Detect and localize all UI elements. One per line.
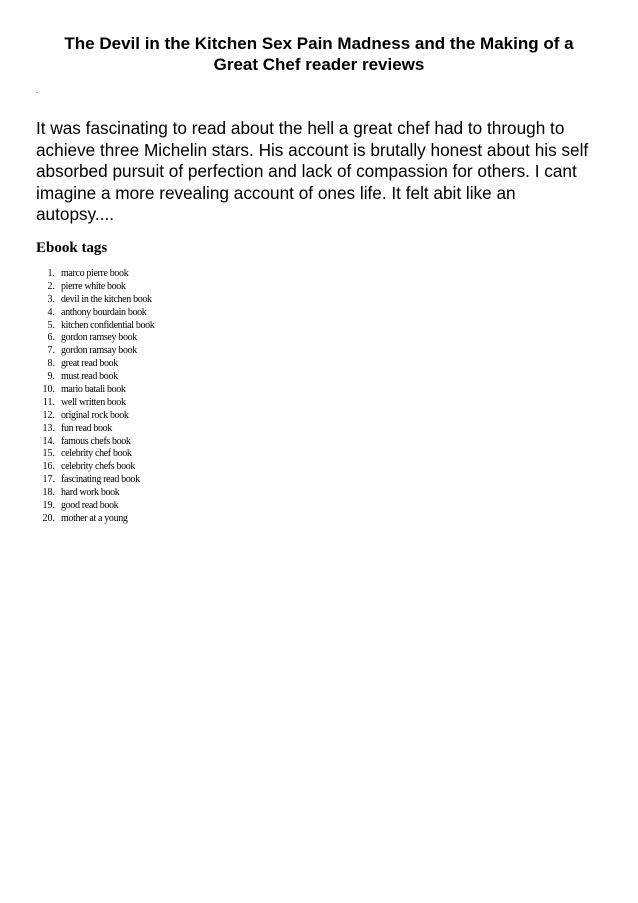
tag-number: 10. [42, 384, 55, 396]
tag-number: 1. [47, 268, 55, 279]
tag-number: 6. [47, 332, 55, 344]
separator-dot: . [36, 86, 39, 95]
tag-number: 15. [42, 448, 55, 460]
tag-number: 8. [47, 358, 55, 370]
tag-text: well written book [61, 396, 126, 408]
tag-list-item [36, 474, 154, 487]
ebook-tags-list [36, 268, 154, 526]
tag-number: 3. [47, 293, 55, 305]
tag-list-item [36, 345, 154, 358]
tag-number: 9. [47, 371, 55, 383]
tag-text: gordon ramsey book [61, 332, 137, 344]
tag-number: 18. [42, 487, 55, 499]
tag-number: 20. [42, 512, 55, 524]
tag-text: marco pierre book [61, 268, 129, 279]
review-text: It was fascinating to read about the hell a great chef had to through to achieve three Michelin stars. His account is brutally honest about his self absorbed pursuit of perfection and lack of compassion for others. I cant imagine a more revealing account of ones life. It felt abit like an autopsy.... [36, 118, 589, 224]
tag-list-item [36, 332, 154, 345]
tag-number: 7. [47, 345, 55, 357]
page-title: The Devil in the Kitchen Sex Pain Madness and the Making of a Great Chef reader reviews [64, 34, 574, 74]
tag-list-item [36, 448, 154, 461]
tag-list-item [36, 397, 154, 410]
tag-text: mario batali book [61, 384, 126, 396]
tag-list-item [36, 307, 154, 320]
tag-number: 16. [42, 461, 55, 473]
tag-list-item [36, 281, 154, 294]
tag-number: 4. [47, 306, 55, 318]
tag-text: famous chefs book [61, 435, 131, 447]
tag-text: fascinating read book [61, 474, 140, 486]
tag-text: good read book [61, 500, 119, 512]
tag-list-item [36, 436, 154, 449]
tag-text: hard work book [61, 487, 120, 499]
tag-list-item [36, 513, 154, 526]
tag-list-item [36, 320, 154, 333]
tag-number: 12. [42, 409, 55, 421]
tag-text: gordon ramsay book [61, 345, 137, 357]
tag-text: great read book [61, 358, 118, 370]
tag-text: original rock book [61, 409, 129, 421]
tag-list-item [36, 423, 154, 436]
tag-text: fun read book [61, 422, 112, 434]
tag-list-item [36, 268, 154, 281]
tag-number: 19. [42, 500, 55, 512]
tag-number: 2. [47, 280, 55, 292]
tag-number: 14. [42, 435, 55, 447]
tag-list-item [36, 294, 154, 307]
tag-list-item [36, 500, 154, 513]
tag-text: mother at a young [61, 512, 128, 524]
tag-text: celebrity chef book [61, 448, 132, 460]
tag-number: 13. [42, 422, 55, 434]
tag-number: 17. [42, 474, 55, 486]
tag-text: devil in the kitchen book [61, 293, 152, 305]
tag-list-item [36, 358, 154, 371]
tag-list-item [36, 461, 154, 474]
tag-list-item [36, 410, 154, 423]
ebook-tags-heading: Ebook tags [36, 240, 108, 256]
tag-text: pierre white book [61, 280, 126, 292]
tag-list-item [36, 371, 154, 384]
tag-number: 5. [47, 319, 55, 331]
tag-text: must read book [61, 371, 118, 383]
tag-text: celebrity chefs book [61, 461, 136, 473]
tag-list-item [36, 384, 154, 397]
tag-number: 11. [42, 396, 55, 408]
tag-text: kitchen confidential book [61, 319, 155, 331]
tag-list-item [36, 487, 154, 500]
tag-text: anthony bourdain book [61, 306, 147, 318]
